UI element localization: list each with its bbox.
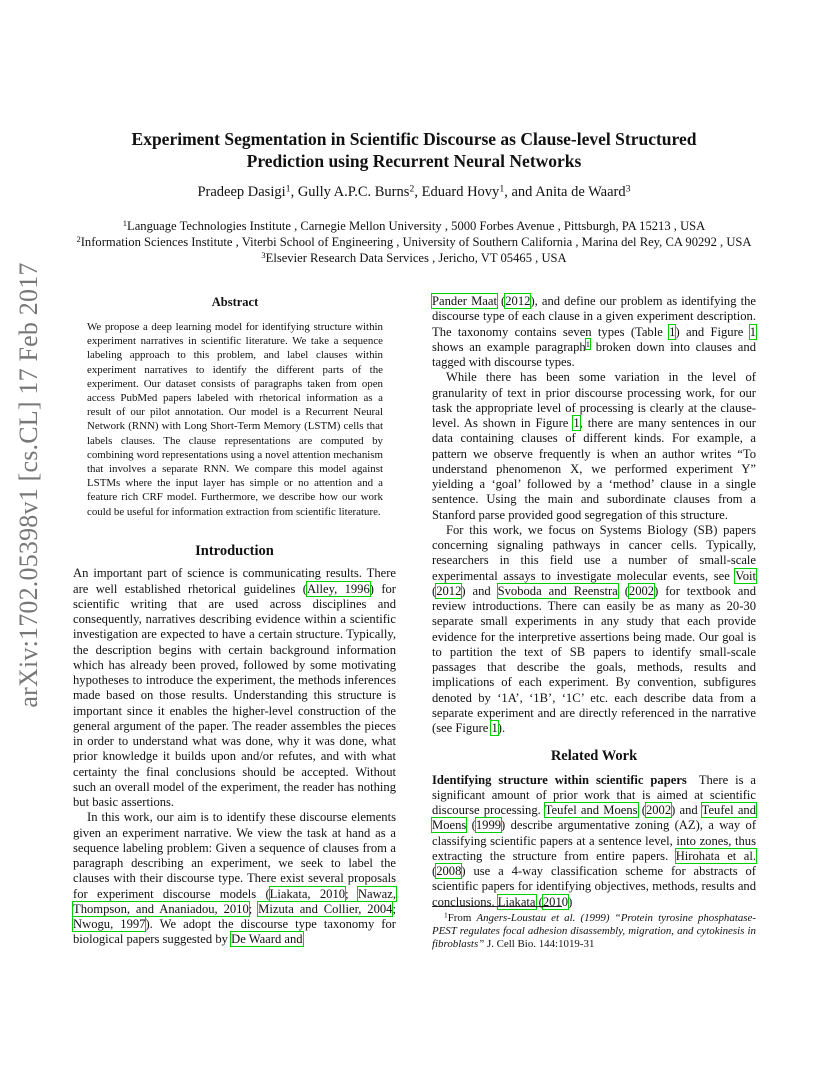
affiliation-mark: 1: [122, 218, 127, 229]
citation-link[interactable]: Svoboda and Reenstra: [497, 583, 618, 598]
citation-link[interactable]: 2012: [505, 294, 531, 308]
related-paragraph-1: [432, 773, 756, 910]
related-work-heading: Related Work: [550, 748, 638, 765]
paper-title: [60, 128, 768, 172]
author-name: Pradeep Dasigi: [197, 184, 286, 200]
arxiv-stamp-text: arXiv:1702.05398v1 [cs.CL] 17 Feb 2017: [14, 262, 43, 708]
citation-link[interactable]: 2012: [436, 583, 462, 598]
citation-link[interactable]: 2010: [542, 894, 569, 909]
citation-link[interactable]: Nawaz, Thompson, and Ananiadou, 2010: [73, 886, 396, 916]
citation-link[interactable]: 2002: [628, 583, 655, 598]
author-affil-mark: 2: [409, 183, 415, 195]
left-column-body: [73, 544, 396, 948]
affiliation-line: [10, 250, 818, 266]
author-separator: , and: [504, 184, 536, 200]
footnote: [432, 912, 756, 952]
affiliation-mark: 2: [76, 234, 81, 245]
citation-link[interactable]: 1: [573, 416, 580, 430]
affiliations: [10, 218, 818, 266]
citation-link[interactable]: 1999: [475, 818, 502, 833]
citation-link[interactable]: Hirohata et al.: [675, 848, 756, 863]
citation-link[interactable]: 1: [669, 324, 676, 339]
intro-paragraph-1: An important part of science is communicating results. There are well established rhetorical guidelines (Alley, 1996) for scientific writing that are used across disciplines and consequently, narratives describing evidence within a scientific investigation are expected to have a certain structure. Typically, the description begins with certain background information which has already been proved, followed by some motivating hypotheses to introduce the experiment, the methods inferences made based on those results. Understanding this structure is important since it enables the higher-level construction of the general argument of the paper. The reader assembles the pieces in order to understand what was done, why it was done, what prior knowledge it builds upon and/or refutes, and with what certainty the final conclusions should be accepted. Without such an overall model of the experiment, the reader has nothing but basic assertions.: [73, 566, 397, 809]
citation-link[interactable]: Nwogu, 1997: [73, 917, 146, 931]
affiliation-text: Elsevier Research Data Services , Jericho, VT 05465 , USA: [265, 251, 567, 265]
author-affil-mark: 3: [625, 183, 631, 195]
footnote-ref-link[interactable]: 1: [585, 338, 590, 349]
title-line-1: Experiment Segmentation in Scientific Discourse as Clause-level Structured: [131, 129, 697, 149]
related-paragraph-1-text: There is a significant amount of prior work that is aimed at scientific discourse processing. Teufel and Moens (2002) and Teufel and Moens (1999) describe argumentative zoning (AZ), a way of classifying scientific papers at a sentence level, into zones, thus extracting the structure from entire papers. Hirohata et al. (2008) use a 4-way classification scheme for abstracts of scientific papers for identifying objectives, methods, results and conclusions. Liakata (2010): [432, 772, 757, 909]
citation-link[interactable]: Alley, 1996: [306, 581, 370, 596]
affiliation-mark: 3: [261, 250, 266, 261]
abstract-text: We propose a deep learning model for identifying structure within experiment narratives in scientific literature. We take a sequence labeling approach to this problem, and label clauses within experiment narratives to identify the different parts of the experiment. Our dataset consists of paragraphs taken from open access PubMed papers labeled with rhetorical information as a result of our pilot annotation. Our model is a Recurrent Neural Network (RNN) with Long Short-Term Memory (LSTM) cells that labels clauses. The clause representations are computed by combining word representations using a novel attention mechanism that involves a separate RNN. We compare this model against LSTMs where the input layer has simple or no attention and a feature rich CRF model. Furthermore, we describe how our work could be useful for information extraction from scientific literature.: [87, 321, 383, 518]
author-affil-mark: 1: [499, 183, 505, 195]
footnote-source: Angers-Loustau et al. (1999) “Protein tyrosine phosphatase-PEST regulates focal adhesion disassembly, migration, and cytokinesis in fibroblasts”: [432, 912, 756, 951]
footnote-rule: [432, 906, 562, 907]
citation-link[interactable]: Pander Maat: [432, 294, 497, 308]
intro-paragraph-4: For this work, we focus on Systems Biology (SB) papers concerning signaling pathways in cancer cells. Typically, researchers in this field use a number of small-scale experimental assays to investigate molecular events, see Voit (2012) and Svoboda and Reenstra (2002) for textbook and review introductions. There can easily be as many as 20-30 separate small experiments in any study that each provide evidence for the interpretive assertions being made. Our goal is to partition the text of SB papers to identify small-scale passages that describe the goals, methods, results and implications of each experiment. By convention, subfigures denoted by ‘1A’, ‘1B’, ‘1C’ etc. each describe data from a separate experiment and are directly referenced in the narrative (see Figure 1).: [432, 522, 756, 735]
citation-link[interactable]: De Waard and: [231, 932, 303, 947]
intro-paragraph-2-cont: Pander Maat (2012), and define our problem as identifying the discourse type of each clause in a given experiment description. The taxonomy contains seven types (Table 1) and Figure 1 shows an example paragraph$^1$ broken down into clauses and tagged with discourse types.: [432, 294, 757, 369]
citation-link[interactable]: Teufel and Moens: [544, 803, 638, 817]
right-column-body: [432, 294, 756, 910]
introduction-heading: Introduction: [195, 543, 274, 559]
citation-link[interactable]: Teufel and Moens: [432, 803, 757, 833]
footnote-lead: From: [447, 912, 477, 924]
title-line-2: Prediction using Recurrent Neural Networks: [246, 151, 582, 171]
author-affil-mark: 1: [285, 183, 291, 195]
author-name: Anita de Waard: [535, 184, 626, 200]
citation-link[interactable]: Liakata, 2010: [269, 886, 346, 901]
citation-link[interactable]: 2008: [436, 864, 462, 878]
citation-link[interactable]: 2002: [645, 803, 672, 817]
arxiv-stamp: [14, 262, 44, 708]
citation-link[interactable]: Liakata: [497, 894, 536, 909]
footnote-tail: J. Cell Bio. 144:1019-31: [484, 938, 595, 951]
citation-link[interactable]: Mizuta and Collier, 2004: [258, 901, 393, 916]
footnote-mark: 1: [444, 910, 448, 920]
citation-link[interactable]: 1: [749, 324, 756, 339]
author-separator: ,: [414, 184, 422, 200]
abstract-heading: Abstract: [211, 295, 259, 309]
affiliation-line: [10, 234, 818, 250]
author-list: [40, 184, 788, 201]
citation-link[interactable]: 1: [491, 721, 498, 735]
affiliation-text: Information Sciences Institute , Viterbi School of Engineering , University of Southern California , Marina del Rey, CA 90292 , USA: [80, 235, 752, 249]
affiliation-text: Language Technologies Institute , Carnegie Mellon University , 5000 Forbes Avenue , Pittsburgh, PA 15213 , USA: [127, 219, 706, 233]
intro-paragraph-2: In this work, our aim is to identify these discourse elements given an experiment narrative. We view the task at hand as a sequence labeling problem: Given a sequence of clauses from a paragraph describing an experiment, we seek to label the clauses with their discourse type. There exist several proposals for experiment discourse models (Liakata, 2010; Nawaz, Thompson, and Ananiadou, 2010; Mizuta and Collier, 2004; Nwogu, 1997). We adopt the discourse type taxonomy for biological papers suggested by De Waard and: [73, 810, 396, 947]
author-separator: ,: [290, 184, 298, 200]
intro-paragraph-3: While there has been some variation in the level of granularity of text in prior discourse processing work, for our task the appropriate level of processing is clearly at the clause-level. As shown in Figure 1, there are many sentences in our data containing clauses of different kinds. For example, a pattern we observe frequently is when an author writes “To understand phenomenon X, we performed experiment Y” yielding a ‘goal’ followed by a ‘method’ clause in a single sentence. Using the main and subordinate clauses from a Stanford parse provided good segregation of this structure.: [432, 370, 756, 522]
related-runin-heading: Identifying structure within scientific papers: [432, 772, 687, 787]
citation-link[interactable]: Voit: [735, 568, 756, 583]
author-name: Eduard Hovy: [421, 184, 500, 200]
affiliation-line: [10, 218, 818, 234]
author-name: Gully A.P.C. Burns: [297, 184, 410, 200]
